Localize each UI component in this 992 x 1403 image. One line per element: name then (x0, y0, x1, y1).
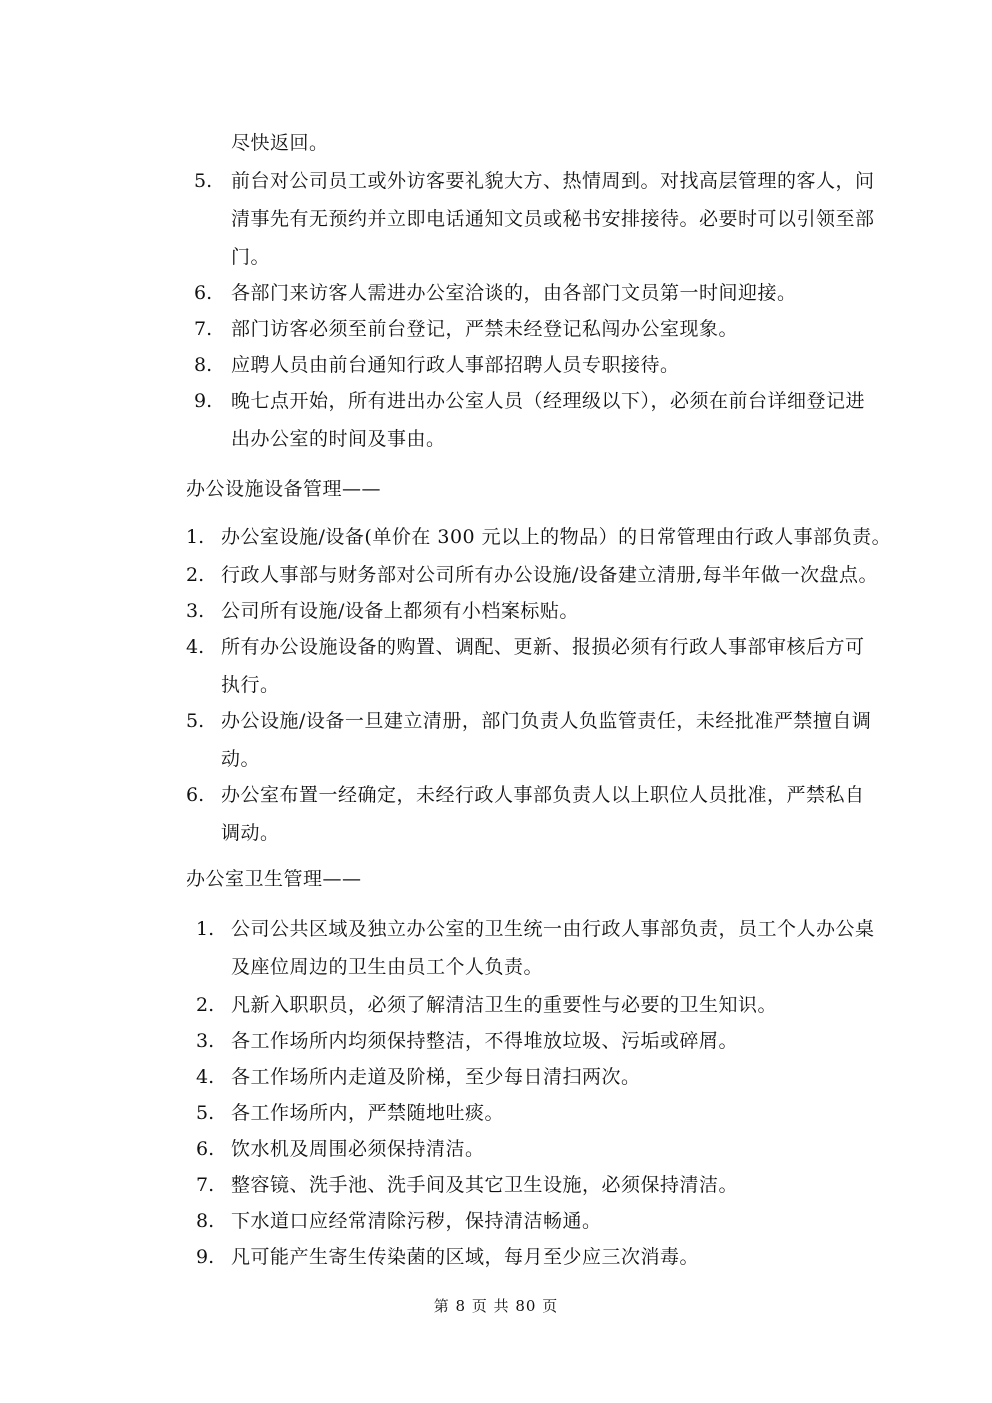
list-item-text: 办公设施/设备一旦建立清册，部门负责人负监管责任，未经批准严禁擅自调 (221, 710, 872, 732)
list-item-text: 行政人事部与财务部对公司所有办公设施/设备建立清册,每半年做一次盘点。 (221, 564, 878, 586)
list-item-number: 4. (196, 1066, 215, 1088)
list-item-text: 前台对公司员工或外访客要礼貌大方、热情周到。对找高层管理的客人，问 (231, 170, 875, 192)
list-item-text: 各工作场所内，严禁随地吐痰。 (231, 1102, 505, 1124)
list-item-number: 8. (194, 354, 213, 376)
list-item-text: 办公室布置一经确定，未经行政人事部负责人以上职位人员批准，严禁私自 (221, 784, 865, 806)
list-item-text: 整容镜、洗手池、洗手间及其它卫生设施，必须保持清洁。 (231, 1174, 739, 1196)
list-item-number: 8. (196, 1210, 215, 1232)
list-item-number: 4. (186, 636, 205, 658)
list-item-text: 出办公室的时间及事由。 (231, 428, 446, 450)
page-footer: 第 8 页 共 80 页 (433, 1297, 559, 1315)
list-item-text: 所有办公设施设备的购置、调配、更新、报损必须有行政人事部审核后方可 (221, 636, 865, 658)
list-item-number: 5. (194, 170, 213, 192)
list-item-text: 执行。 (221, 674, 280, 696)
list-item-text: 公司所有设施/设备上都须有小档案标贴。 (221, 600, 579, 622)
list-item-number: 6. (186, 784, 205, 806)
list-item-text: 调动。 (221, 822, 280, 844)
list-item-text: 晚七点开始，所有进出办公室人员（经理级以下），必须在前台详细登记进 (231, 390, 866, 412)
list-item-number: 2. (186, 564, 205, 586)
list-item-text: 部门访客必须至前台登记，严禁未经登记私闯办公室现象。 (231, 318, 739, 340)
list-item-text: 尽快返回。 (231, 132, 329, 154)
list-item-number: 3. (186, 600, 205, 622)
list-item-number: 2. (196, 994, 215, 1016)
list-item-text: 及座位周边的卫生由员工个人负责。 (231, 956, 544, 978)
list-item-number: 6. (196, 1138, 215, 1160)
list-item-text: 公司公共区域及独立办公室的卫生统一由行政人事部负责，员工个人办公桌 (231, 918, 875, 940)
facilities-heading: 办公设施设备管理—— (186, 478, 382, 500)
list-item-text: 凡新入职职员，必须了解清洁卫生的重要性与必要的卫生知识。 (231, 994, 778, 1016)
list-item-text: 应聘人员由前台通知行政人事部招聘人员专职接待。 (231, 354, 680, 376)
list-item-text: 凡可能产生寄生传染菌的区域，每月至少应三次消毒。 (231, 1246, 700, 1268)
list-item-number: 5. (186, 710, 205, 732)
list-item-text: 办公室设施/设备(单价在 300 元以上的物品）的日常管理由行政人事部负责。 (221, 526, 892, 548)
list-item-number: 3. (196, 1030, 215, 1052)
list-item-number: 7. (194, 318, 213, 340)
list-item-number: 9. (196, 1246, 215, 1268)
list-item-text: 门。 (231, 246, 271, 268)
list-item-text: 下水道口应经常清除污秽，保持清洁畅通。 (231, 1210, 602, 1232)
list-item-text: 各部门来访客人需进办公室洽谈的，由各部门文员第一时间迎接。 (231, 282, 797, 304)
list-item-number: 1. (196, 918, 215, 940)
list-item-number: 7. (196, 1174, 215, 1196)
hygiene-heading: 办公室卫生管理—— (186, 868, 362, 890)
list-item-text: 各工作场所内走道及阶梯，至少每日清扫两次。 (231, 1066, 641, 1088)
list-item-text: 饮水机及周围必须保持清洁。 (231, 1138, 485, 1160)
list-item-number: 6. (194, 282, 213, 304)
list-item-number: 9. (194, 390, 213, 412)
list-item-text: 清事先有无预约并立即电话通知文员或秘书安排接待。必要时可以引领至部 (231, 208, 875, 230)
list-item-number: 5. (196, 1102, 215, 1124)
list-item-number: 1. (186, 526, 205, 548)
list-item-text: 动。 (221, 748, 261, 770)
list-item-text: 各工作场所内均须保持整洁，不得堆放垃圾、污垢或碎屑。 (231, 1030, 739, 1052)
